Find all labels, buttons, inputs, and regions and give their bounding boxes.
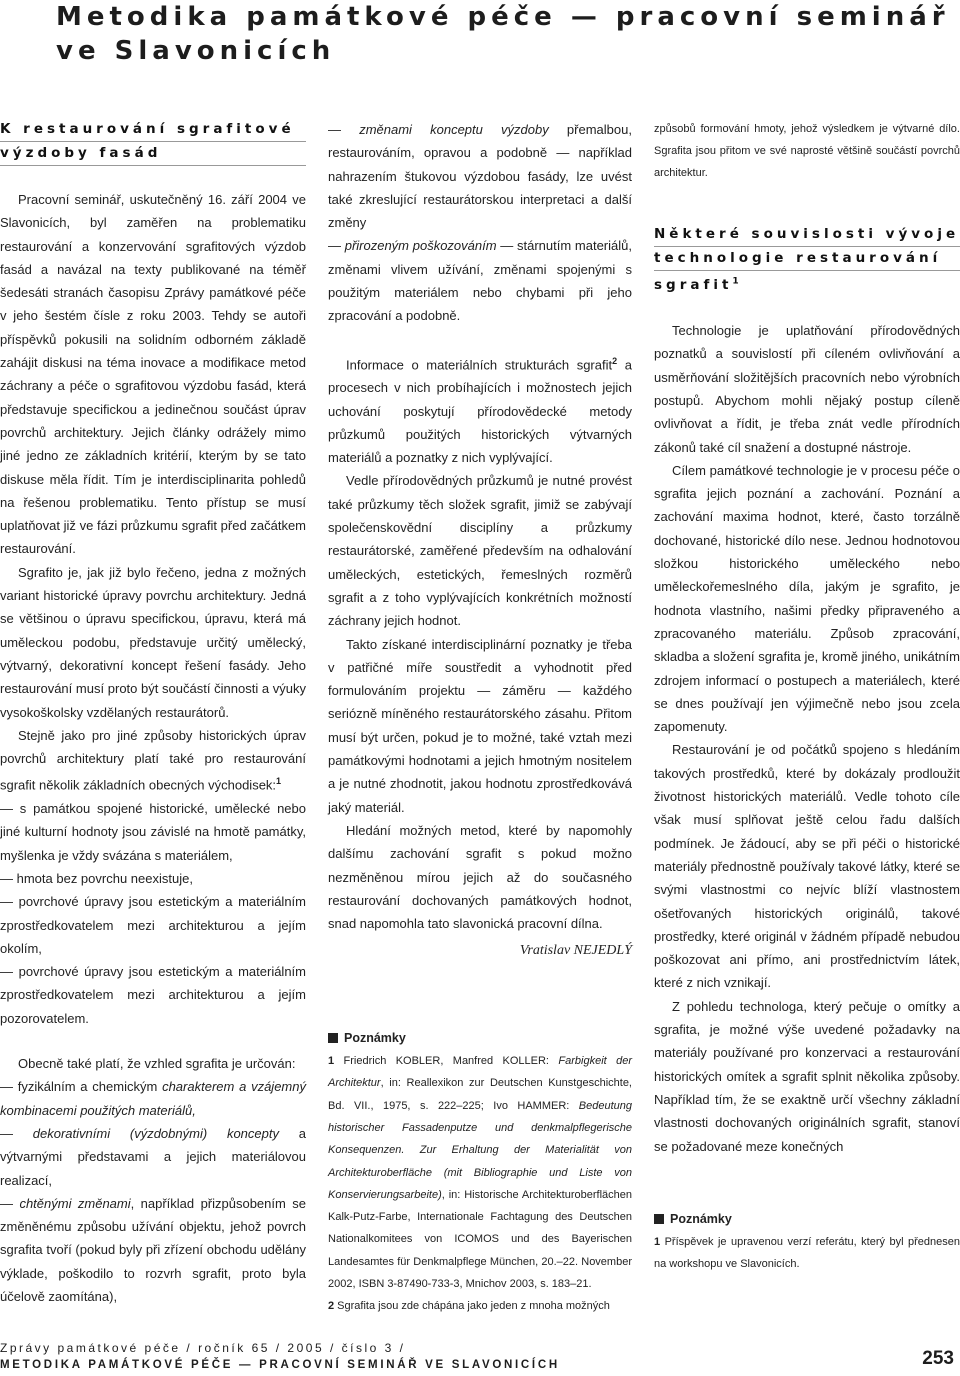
criterion-5-b: přirozeným poškozováním xyxy=(344,238,497,254)
note-1-number: 1 xyxy=(328,1055,335,1068)
criterion-2-a: — xyxy=(0,1125,33,1141)
page-footer xyxy=(0,1340,560,1374)
page-number: 253 xyxy=(922,1348,954,1369)
mid-p1-text: Informace o materiálních strukturách sgrafit xyxy=(346,357,613,372)
mid-paragraph-2: Vedle přírodovědných průzkumů je nutné provést také průzkumy těch složek sgrafit, jimiž se zabývají společenskovědní disciplíny a průzkumy restaurátorské, zaměřené především na odhalování uměleckých, estetických, řemeslných rozměrů sgrafit a z toho vyplývajících konkrétních možností záchrany jejich hodnot. xyxy=(328,473,632,629)
footer-journal: Zprávy památkové péče / ročník 65 / 2005 / číslo 3 / xyxy=(0,1341,406,1355)
bullet-1: — s památkou spojené historické, umělecké nebo jiné kulturní hodnoty jsou závislé na hmotě památky, myšlenka je vždy svázána s materiálem, xyxy=(0,801,306,863)
left-paragraph-2: Sgrafito je, jak již bylo řečeno, jedna z možných variant historické úpravy povrchu architektury. Jedná se většinou o úpravu specifickou, úpravu, která má uměleckou podobu, představuje určitý umělecký, výtvarný, dekorativní koncept řešení fasády. Jeho restaurování musí proto být součástí činnosti a výuky vysokoškolsky vzdělaných restaurátorů. xyxy=(0,564,306,720)
right-paragraph-3: Restaurování je od počátků spojeno s hledáním takových prostředků, které by dokázaly prodloužit životnost historických materiálů. Vedle tohoto cíle však musí splňovat ještě celou řadu dalších podmínek. Je žádoucí, aby se při péči o historické materiály přednostně používaly takové látky, které se svými vlastnostmi co nejvíc blíží vlastnostem ošetřovaných historických originálů, takové prostředky, které originál v žádném případě nebudou poškozovat ani přímo, ani prostřednictvím látek, které z nich vznikají. xyxy=(654,742,960,991)
criterion-2-c: a výtvarnými představami a jejich materiálovou realizací, xyxy=(0,1125,306,1188)
criterion-1 xyxy=(0,1075,306,1122)
bullet-4: — povrchové úpravy jsou estetickým a materiálním zprostředkovatelem mezi architekturou a jejím pozorovatelem. xyxy=(0,964,306,1026)
footnote-ref-1: 1 xyxy=(276,776,282,787)
note-2-text: Sgrafita jsou zde chápána jako jeden z mnoha možných xyxy=(334,1300,610,1313)
right-note-1-number: 1 xyxy=(654,1236,661,1249)
criterion-3-b: chtěnými změnami xyxy=(19,1195,131,1211)
bullet-2: — hmota bez povrchu neexistuje, xyxy=(0,870,193,886)
left-paragraph-1 xyxy=(0,188,306,561)
bullet-3: — povrchové úpravy jsou estetickým a materiálním zprostředkovatelem mezi architekturou a jejím okolím, xyxy=(0,894,306,956)
criterion-4-c: přemalbou, restaurováním, opravou a podobně — například nahrazením štukovou výzdobou fasády, lze uvést také zkreslující restaurátorskou interpretaci a další změny xyxy=(328,122,632,231)
right-heading-line-3-text: sgrafit xyxy=(654,277,733,294)
right-heading-line-3 xyxy=(654,277,743,293)
right-paragraph-1: Technologie je uplatňování přírodovědných poznatků a souvislostí při cíleném ovlivňování a usměrňování složitějších pracovních nebo výrobních postupů. Abychom mohli nějaký postup cíleně ovlivňovat a řídit, je třeba znát vedle přírodních zákonů také cíl snažení a dostupné nástroje. xyxy=(654,323,960,455)
notes-heading-right xyxy=(654,1208,960,1231)
mid-p1b-text: a procesech v nich probíhajících i možnostech jejich uchování poskytují přírodovědecké metody průzkumů použitých historických výtvarných materiálů a poznatky z nich vyplývající. xyxy=(328,357,632,466)
left-heading-line-2: výzdoby fasád xyxy=(0,142,306,166)
criterion-1-c: kombinacemi použitých materiálů, xyxy=(0,1102,196,1118)
criterion-2 xyxy=(0,1122,306,1192)
note-1-a: Friedrich KOBLER, Manfred KOLLER: xyxy=(334,1055,559,1068)
note-1-e: , in: Historische Architekturoberflächen Kalk-Putz-Farbe, Internationale Fachtagung des Deutschen Nationalkomitees von ICOMOS und des Bayerischen Landesamtes für Denkmalpflege München, 20.–22. November 2002, ISBN 3-87490-733-3, Mnichov 2003, s. 183–21. xyxy=(328,1188,632,1290)
author-signature: Vratislav NEJEDLÝ xyxy=(519,943,632,959)
left-p3-text: Stejně jako pro jiné způsoby historických úprav povrchů architektury platí také pro restaurování sgrafit několik základních obecných východisek: xyxy=(0,727,306,793)
middle-column xyxy=(328,118,632,1318)
notes-label: Poznámky xyxy=(344,1030,406,1045)
criterion-3-c: , například přizpůsobením se změněnému způsobu užívání objektu, jehož povrch sgrafita tvoří (pokud byly při zřízení obchodu udělány výklade, poškodilo to rozvrh sgrafit, proto byla účelově zaomítána), xyxy=(0,1195,306,1304)
left-paragraph-3 xyxy=(0,724,306,797)
right-note-1-text: Příspěvek je upravenou verzí referátu, který byl přednesen na workshopu ve Slavonicích. xyxy=(654,1236,960,1271)
footnote-ref-2: 2 xyxy=(612,355,618,366)
left-paragraph-4: Obecně také platí, že vzhled sgrafita je určován: xyxy=(18,1056,296,1072)
criterion-4-b: změnami konceptu výzdoby xyxy=(359,122,549,137)
notes-heading-mid xyxy=(328,1027,632,1050)
title-line-2: ve Slavonicích xyxy=(56,36,336,66)
left-p1-text: Pracovní seminář, uskutečněný 16. září 2004 ve Slavonicích, byl zaměřen na problematiku restaurování a konzervování sgrafitových výzdob fasád a navázal na texty publikované na téměř šedesáti stranách časopisu Zprávy památkové péče v jeho šestém čísle z roku 2003. xyxy=(0,192,306,324)
left-heading-line-1: K restaurování sgrafitové xyxy=(0,118,306,142)
right-paragraph-4: Z pohledu technologa, který pečuje o omítky a sgrafita, je možné výše uvedené požadavky na materiály používané pro konzervaci a restaurování historických omítek a sgrafit splnit několika způsoby. Například tím, že se exaktně určí všechny základní vlastnosti dochovaných originálních sgrafit, stanoví se požadované meze konečných xyxy=(654,998,960,1154)
note-1-b: Farbigkeit der Architektur xyxy=(328,1055,632,1090)
heading-footnote-ref: 1 xyxy=(732,276,743,287)
note-2-number: 2 xyxy=(328,1300,335,1313)
right-paragraph-2: Cílem památkové technologie je v procesu péče o sgrafita jejich poznání a zachování. Poznání a zachování maxima hodnot, které, často torzálně dochované, historické dílo nese. Jednou hodnotovou složkou historického uměleckého nebo uměleckořemeslného díla, jakým je sgrafito, je hodnota vlastního, našimi předky připraveného a zpracovaného materiálu. Způsob zpracování, skladba a složení sgrafita je, kromě jiného, unikátním zdrojem informací o postupech a materiálech, které se dnes používají jen výjimečně nebo jsou zcela zapomenuty. xyxy=(654,462,960,735)
right-heading-line-1: Některé souvislosti vývoje xyxy=(654,223,960,247)
criterion-5 xyxy=(328,234,632,327)
square-bullet-icon xyxy=(654,1214,664,1224)
mid-paragraph-3: Takto získané interdisciplinární poznatky je třeba v patřičné míře soustředit a vyhodnotit před formulováním projektu — záměru — každého seriózně míněného restaurátorského zásahu. Přitom musí být určen, pokud je to možné, také vztah mezi památkovými hodnotami a jejich hmotným nositelem a je nutné zhodnotit, jakou hodnotu zprostředkovává jaký materiál. xyxy=(328,636,632,815)
right-section-heading xyxy=(654,223,960,298)
right-note-1 xyxy=(654,1231,960,1276)
note-1-c: , in: Reallexikon zur Deutschen Kunstgeschichte, Bd. VII., 1975, s. 222–225; Ivo HAMMER: xyxy=(328,1077,632,1112)
title-line-1: Metodika památkové péče — pracovní seminář xyxy=(56,2,950,32)
criterion-3 xyxy=(0,1192,306,1308)
criterion-2-b: dekorativními (výzdobnými) koncepty xyxy=(32,1125,279,1141)
left-column xyxy=(0,118,306,1308)
mid-paragraph-1 xyxy=(328,350,632,470)
left-section-heading xyxy=(0,118,306,166)
notes-label: Poznámky xyxy=(670,1211,732,1226)
mid-paragraph-4: Hledání možných metod, které by napomohly dalšímu zachování sgrafit s pokud možno nezměněnou mírou jejich až do současného restaurování dochovaných památkových hodnot, snad napomohla tato slavonická pracovní dílna. xyxy=(328,822,632,932)
note-2 xyxy=(328,1295,632,1317)
page-title xyxy=(56,0,950,68)
footer-section: METODIKA PAMÁTKOVÉ PÉČE — PRACOVNÍ SEMINÁŘ VE SLAVONICÍCH xyxy=(0,1359,560,1371)
criterion-1-b: charakterem a vzájemný xyxy=(162,1079,306,1095)
criterion-4-a: — xyxy=(328,122,360,137)
left-p1b-text: Tehdy se autoři příspěvků pokusili na solidním odborném základě zahájit diskusi na téma inovace a modifikace metod záchrany a péče o sgrafitovou výzdobu fasád, která představuje specifickou a jedinečnou součást úprav povrchů architektury. Jejich články odrážely mimo jiné jedno ze základních kritérií, kterým by se tato diskuse měla řídit. Tím je interdisciplinarita pohledů na řešenou problematiku. Tento přístup se musí uplatňovat již ve fázi průzkumu sgrafit před začátkem restaurování. xyxy=(0,308,306,557)
note-1-d: Bedeutung historischer Fassadenputze und denkmalpflegerische Konsequenzen. Zur Erhaltung der Materialität von Architekturoberfläche (mit Bibliographie und Liste von Konservierungsarbeite) xyxy=(328,1099,632,1201)
note-1 xyxy=(328,1050,632,1295)
criterion-5-a: — xyxy=(328,238,345,254)
criterion-1-a: — fyzikálním a chemickým xyxy=(0,1079,163,1095)
right-continuation: způsobů formování hmoty, jehož výsledkem je výtvarné dílo. Sgrafita jsou přitom ve své naprosté většině součástí povrchů architektur. xyxy=(654,123,960,180)
right-column xyxy=(654,118,960,1276)
criterion-4 xyxy=(328,118,632,234)
criterion-3-a: — xyxy=(0,1195,20,1211)
criterion-5-c: — stárnutím materiálů, změnami vlivem užívání, změnami spojenými s použitým materiálem nebo chybami při jeho zpracování a podobně. xyxy=(328,238,632,324)
square-bullet-icon xyxy=(328,1033,338,1043)
right-heading-line-2: technologie restaurování xyxy=(654,247,960,271)
